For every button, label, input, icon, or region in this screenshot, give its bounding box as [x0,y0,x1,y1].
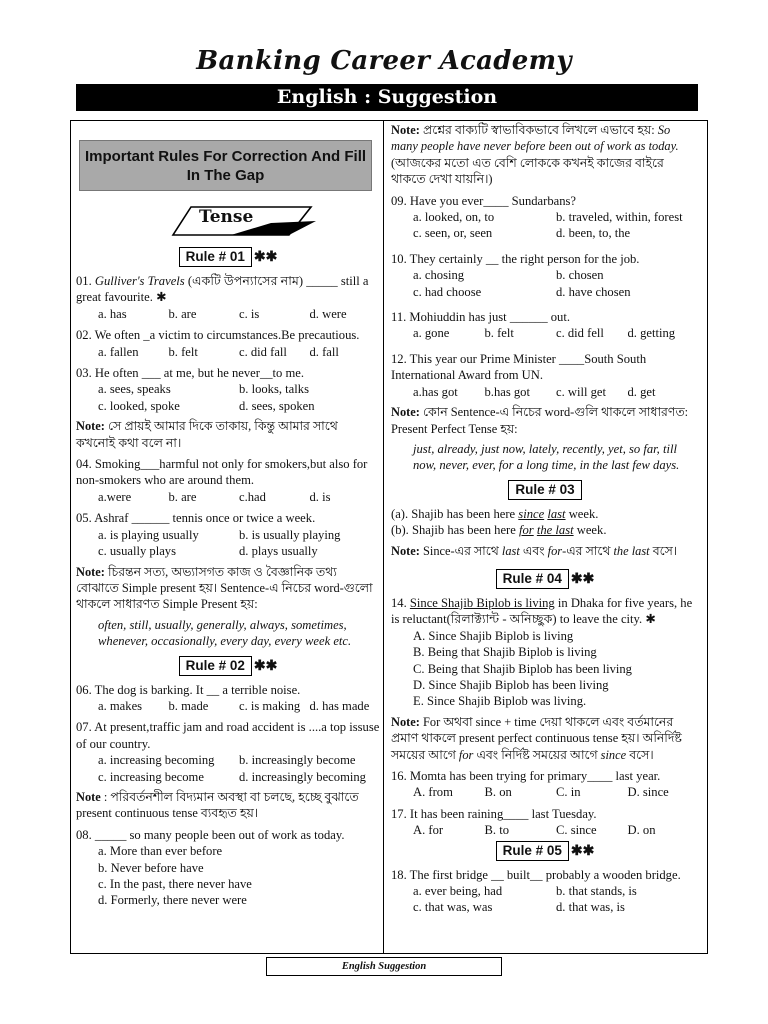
question-11-options: a. gone b. felt c. did fell d. getting [413,326,676,341]
rule-03-heading [391,480,699,500]
rule-02-heading: Rule # 02 ✱✱ [76,656,380,676]
question-01-options: a. has b. are c. is d. were [98,306,347,321]
question-08-option-d: d. Formerly, there never were [98,893,247,908]
question-18-options-row1: a. ever being, had b. that stands, is [413,884,637,899]
question-09-options-row2: c. seen, or, seen d. been, to, the [413,226,631,241]
rule-label: Rule # 02 [179,656,252,676]
rule-label: Rule # 04 [496,569,569,589]
note-08-explanation: Note: প্রশ্নের বাক্যটি স্বাভাবিকভাবে লিখলে এভাবে হয়: So many people have never before been out of work as today. (আজকের মতো এত বেশি লোককে কখনই কাজের বাইরে থাকতে দেখা যায়নি।) [391,123,679,187]
rules-heading-box: Important Rules For Correction And Fill In The Gap [79,140,372,191]
tense-heading [171,201,316,241]
simple-present-adverbs: often, still, usually, generally, always, sometimes, whenever, occasionally, every day, every week etc. [98,617,352,649]
question-14-option-a: A. Since Shajib Biplob is living [413,628,574,643]
present-perfect-adverbs: just, already, just now, lately, recently, yet, so far, till now, never, ever, for a long time, in the last few days. [413,441,680,473]
rule-05-heading: Rule # 05 ✱✱ [391,841,699,861]
question-09: 09. Have you ever____ Sundarbans? [391,193,577,208]
question-05-options-row2: c. usually plays d. plays usually [98,544,318,559]
note-03: Note: সে প্রায়ই আমার দিকে তাকায়, কিন্তু আমার সাথে কখনোই কথা বলে না। [76,419,338,450]
question-16: 16. Momta has been trying for primary____ last year. [391,769,661,783]
note-present-continuous: Note : পরিবর্তনশীল বিদ্যমান অবস্থা বা চলছে, হচ্ছে বুঝাতে present continuous tense ব্যবহৃত হয়। [76,789,359,821]
question-18-options-row2: c. that was, was d. that was, is [413,900,625,915]
question-14-option-b: B. Being that Shajib Biplob is living [413,645,597,660]
question-14-option-e: E. Since Shajib Biplob was living. [413,694,587,709]
right-column [391,120,699,916]
question-14-option-c: C. Being that Shajib Biplob has been living [413,661,632,676]
rule-label: Rule # 03 [508,480,581,500]
question-14: 14. Since Shajib Biplob is living in Dhaka for five years, he is reluctant(রিলাক্ট্যান্ট - অনিচ্ছুক) to leave the city. ✱ [391,595,693,627]
academy-title: Banking Career Academy [196,46,572,76]
page-footer: English Suggestion [266,957,502,976]
question-11: 11. Mohiuddin has just ______ out. [391,310,570,325]
rule-label: Rule # 01 [179,247,252,267]
example-a: (a). Shajib has been here since last week. [391,506,599,521]
question-02-options: a. fallen b. felt c. did fall d. fall [98,344,339,359]
note-perfect-continuous: Note: For অথবা since + time দেয়া থাকলে এবং বর্তমানের প্রমাণ থাকলে present perfect continuous tense হয়। অনির্দিষ্ট সময়ের আগে for এবং নির্দিষ্ট সময়ের আগে since বসে। [391,714,682,762]
question-04: 04. Smoking___harmful not only for smokers,but also for non-smokers who are around them. [76,457,368,488]
question-08-option-b: b. Never before have [98,860,204,875]
column-divider [383,120,384,954]
note-present-perfect: Note: কোন Sentence-এ নিচের word-গুলি থাকলে সাধারণত: Present Perfect Tense হয়: [391,405,689,436]
rule-label: Rule # 05 [496,841,569,861]
note-since-for: Note: Since-এর সাথে last এবং for-এর সাথে the last বসে। [391,543,678,558]
question-08-option-c: c. In the past, there never have [98,877,252,891]
question-08-option-a: a. More than ever before [98,844,223,859]
left-column [76,120,380,909]
question-17-options: A. for B. to C. since D. on [413,823,656,838]
question-07-options-row1: a. increasing becoming b. increasingly become [98,753,356,768]
rule-01-heading: Rule # 01 ✱✱ [76,247,380,267]
question-03: 03. He often ___ at me, but he never__to me. [76,366,305,381]
question-05-options-row1: a. is playing usually b. is usually playing [98,527,341,542]
question-02: 02. We often _a victim to circumstances.Be precautious. [76,328,360,343]
rule-04-heading: Rule # 04 ✱✱ [391,569,699,589]
question-03-options-row1: a. sees, speaks b. looks, talks [98,382,309,397]
tense-label: Tense [199,207,254,227]
section-banner: English : Suggestion [76,84,698,111]
question-05: 05. Ashraf ______ tennis once or twice a week. [76,511,316,526]
note-simple-present: Note: চিরন্তন সত্য, অভ্যাসগত কাজ ও বৈজ্ঞানিক তথ্য বোঝাতে Simple present হয়। Sentence-এ নিচের word-গুলো থাকলে সাধারণত Simple Present হয়: [76,564,373,612]
question-17: 17. It has been raining____ last Tuesday. [391,806,597,821]
question-08: 08. _____ so many people been out of work as today. [76,827,345,842]
question-07-options-row2: c. increasing become d. increasingly becoming [98,769,366,784]
question-10: 10. They certainly __ the right person for the job. [391,251,640,266]
question-10-options-row2: c. had choose d. have chosen [413,284,631,299]
question-10-options-row1: a. chosing b. chosen [413,268,604,283]
question-14-option-d: D. Since Shajib Biplob has been living [413,677,609,692]
question-18: 18. The first bridge __ built__ probably a wooden bridge. [391,867,681,882]
question-06-options: a. makes b. made c. is making d. has made [98,698,370,713]
question-03-options-row2: c. looked, spoke d. sees, spoken [98,398,315,413]
question-06: 06. The dog is barking. It __ a terrible noise. [76,682,301,697]
question-12: 12. This year our Prime Minister ____South South International Award from UN. [391,351,647,383]
question-01: 01. Gulliver's Travels (একটি উপন্যাসের নাম) _____ still a great favourite. ✱ [76,274,369,305]
example-b: (b). Shajib has been here for the last week. [391,523,607,538]
question-16-options: A. from B. on C. in D. since [413,785,669,800]
question-07: 07. At present,traffic jam and road accident is ....a top issuse of our country. [76,720,380,751]
question-04-options: a.were b. are c.had d. is [98,489,331,504]
question-09-options-row1: a. looked, on, to b. traveled, within, forest [413,210,683,225]
question-12-options: a.has got b.has got c. will get d. get [413,384,656,399]
